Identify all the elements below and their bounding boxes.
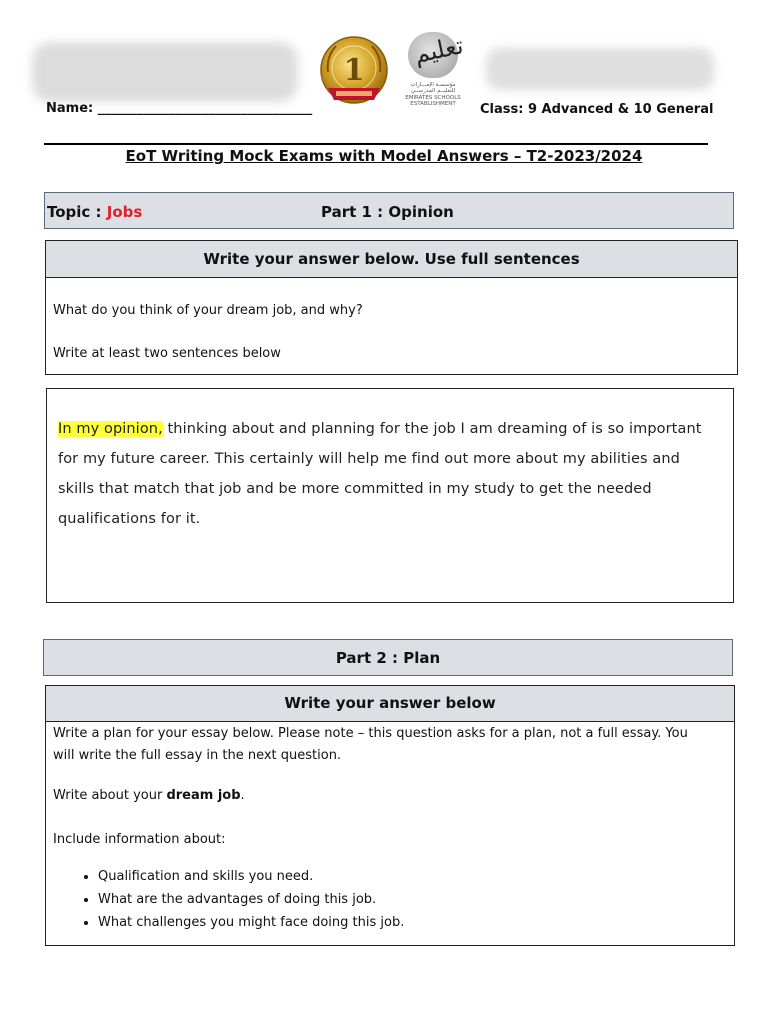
answer-box[interactable] bbox=[46, 388, 734, 603]
topic-label: Topic : Jobs bbox=[47, 203, 143, 221]
dream-job-bold: dream job bbox=[166, 788, 241, 803]
write-about: Write about your dream job. bbox=[53, 788, 245, 803]
part1-question: What do you think of your dream job, and why? bbox=[53, 303, 363, 318]
answer-text: thinking about and planning for the job I am dreaming of is so important for my future career. This certainly will help me find out more about my abilities and skills that match that job and be more committed in my study to get the needed qualifications for it. bbox=[58, 421, 702, 527]
name-blank: _________________________________ bbox=[93, 101, 313, 116]
list-item: • What challenges you might face doing this job. bbox=[98, 911, 404, 934]
part1-question-box bbox=[45, 240, 738, 375]
name-field bbox=[46, 101, 312, 116]
part2-instruction: Write your answer below bbox=[46, 686, 734, 722]
redacted-region-right bbox=[486, 48, 714, 90]
class-label: Class: 9 Advanced & 10 General bbox=[480, 102, 714, 117]
gold-medal-icon bbox=[314, 32, 394, 112]
topic-value: Jobs bbox=[106, 203, 143, 221]
include-label: Include information about: bbox=[53, 832, 226, 847]
svg-text:1: 1 bbox=[343, 53, 365, 88]
part1-subtext: Write at least two sentences below bbox=[53, 346, 281, 361]
topic-bar bbox=[44, 192, 734, 229]
part2-title: Part 2 : Plan bbox=[43, 639, 733, 676]
part2-question-box bbox=[45, 685, 735, 946]
part1-instruction: Write your answer below. Use full sentences bbox=[46, 241, 737, 278]
part1-title: Part 1 : Opinion bbox=[321, 203, 454, 221]
plan-instructions: Write a plan for your essay below. Please note – this question asks for a plan, not a full essay. You will write the full essay in the next question. bbox=[53, 726, 688, 763]
highlighted-phrase: In my opinion, bbox=[58, 421, 163, 437]
document-title: EoT Writing Mock Exams with Model Answers – T2-2023/2024 bbox=[125, 147, 643, 165]
include-list bbox=[78, 865, 404, 934]
header-divider bbox=[44, 143, 708, 145]
list-item: • Qualification and skills you need. bbox=[98, 865, 404, 888]
redacted-region-left bbox=[32, 42, 298, 102]
emirates-schools-logo: تعليم مؤسسـة الإمـــارات للتعليــم المدرســي EMIRATES SCHOOLS ESTABLISHMENT bbox=[405, 31, 466, 107]
list-item: • What are the advantages of doing this job. bbox=[98, 888, 404, 911]
name-label: Name: bbox=[46, 101, 94, 116]
model-answer bbox=[58, 414, 720, 534]
